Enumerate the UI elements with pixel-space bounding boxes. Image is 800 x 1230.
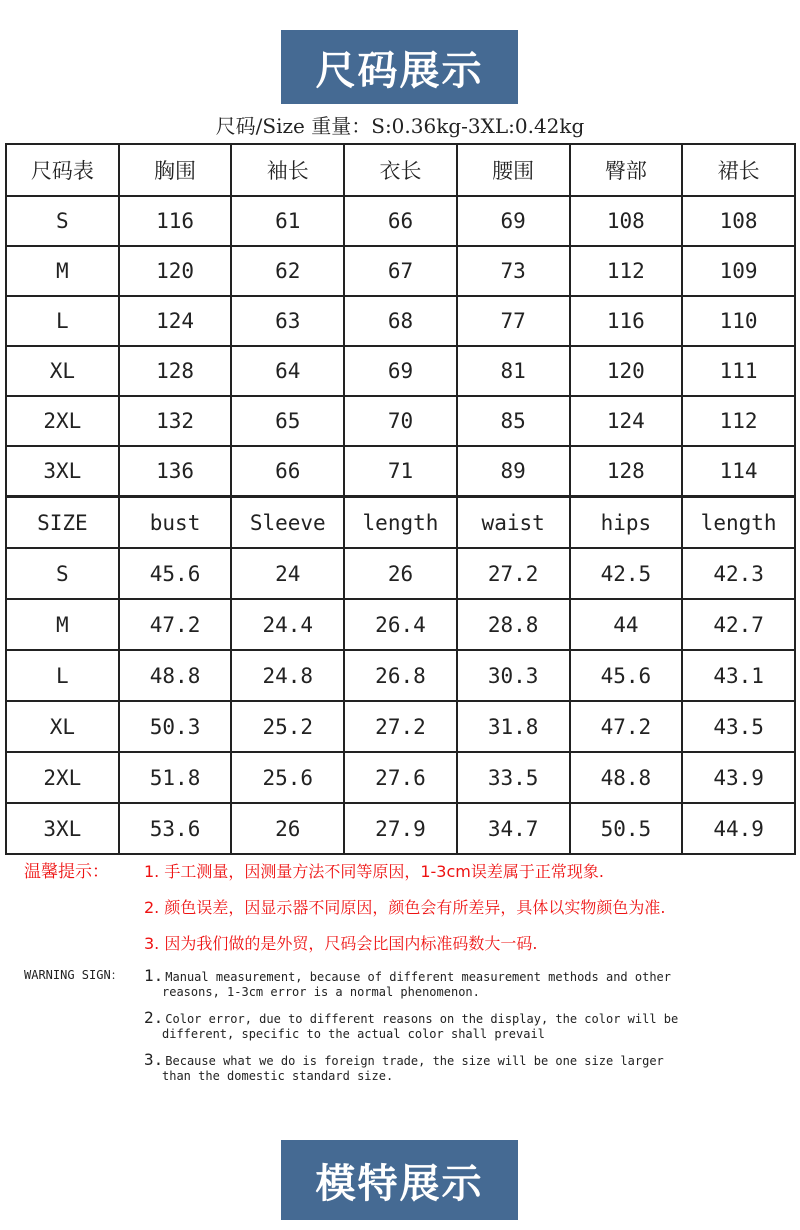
table-cell: 112 <box>682 396 795 446</box>
table-cell: 26 <box>344 548 457 599</box>
table-row <box>6 296 795 346</box>
table-cell: 34.7 <box>457 803 570 854</box>
warning-item-number: 2. <box>144 1008 164 1027</box>
table-cell: 120 <box>119 246 232 296</box>
table-cell: 47.2 <box>570 701 683 752</box>
table-row <box>6 446 795 496</box>
warning-item <box>144 1008 704 1041</box>
header-cell: 裙长 <box>682 144 795 196</box>
header-cell: length <box>682 497 795 548</box>
table-row <box>6 246 795 296</box>
model-display-title: 模特展示 <box>315 1160 484 1207</box>
table-cell: 43.5 <box>682 701 795 752</box>
table-row <box>6 701 795 752</box>
table-cell: 50.3 <box>119 701 232 752</box>
table-cell: 44.9 <box>682 803 795 854</box>
header-cell: Sleeve <box>231 497 344 548</box>
table-row <box>6 346 795 396</box>
table-cell: 28.8 <box>457 599 570 650</box>
tip-item: 1. 手工测量，因测量方法不同等原因，1-3cm误差属于正常现象. <box>144 862 604 881</box>
table-cell: 27.6 <box>344 752 457 803</box>
table-cell: 116 <box>570 296 683 346</box>
table-cell: 62 <box>231 246 344 296</box>
table-cell: 27.2 <box>344 701 457 752</box>
table-cell: 42.5 <box>570 548 683 599</box>
table-cell: 26.4 <box>344 599 457 650</box>
model-display-banner <box>281 1140 518 1220</box>
table-row <box>6 752 795 803</box>
table-cell: 68 <box>344 296 457 346</box>
table-cell: M <box>6 599 119 650</box>
table-row <box>6 196 795 246</box>
warning-item-line: reasons, 1-3cm error is a normal phenomenon. <box>162 985 480 999</box>
table-cell: 47.2 <box>119 599 232 650</box>
table-cell: 71 <box>344 446 457 496</box>
table-cell: 42.7 <box>682 599 795 650</box>
table-cell: 42.3 <box>682 548 795 599</box>
table-cell: 128 <box>570 446 683 496</box>
table-cell: 128 <box>119 346 232 396</box>
table-cell: 114 <box>682 446 795 496</box>
table-cell: 45.6 <box>119 548 232 599</box>
table-cell: 3XL <box>6 446 119 496</box>
table-cell: 69 <box>344 346 457 396</box>
header-cell: length <box>344 497 457 548</box>
table-cell: XL <box>6 701 119 752</box>
warning-item-number: 1. <box>144 966 164 985</box>
tip-item: 3. 因为我们做的是外贸，尺码会比国内标准码数大一码. <box>144 934 538 953</box>
table-cell: 81 <box>457 346 570 396</box>
warning-label: WARNING SIGN： <box>24 968 123 982</box>
table-cell: 31.8 <box>457 701 570 752</box>
header-cell: waist <box>457 497 570 548</box>
header-cell: hips <box>570 497 683 548</box>
table-cell: 89 <box>457 446 570 496</box>
table-cell: 48.8 <box>570 752 683 803</box>
table-cell: S <box>6 196 119 246</box>
table-cell: 70 <box>344 396 457 446</box>
table-cell: 109 <box>682 246 795 296</box>
table-cell: 63 <box>231 296 344 346</box>
table-cell: 111 <box>682 346 795 396</box>
table-header-row <box>6 144 795 196</box>
table-cell: 51.8 <box>119 752 232 803</box>
table-cell: 124 <box>119 296 232 346</box>
table-header-row <box>6 497 795 548</box>
table-row <box>6 396 795 446</box>
table-cell: S <box>6 548 119 599</box>
tips-label: 温馨提示： <box>24 862 109 882</box>
warning-item-line: different, specific to the actual color shall prevail <box>162 1027 545 1041</box>
table-cell: 110 <box>682 296 795 346</box>
table-cell: 2XL <box>6 396 119 446</box>
table-cell: 66 <box>344 196 457 246</box>
header-cell: 臀部 <box>570 144 683 196</box>
table-cell: 45.6 <box>570 650 683 701</box>
table-cell: 24 <box>231 548 344 599</box>
table-cell: 108 <box>570 196 683 246</box>
table-cell: M <box>6 246 119 296</box>
header-cell: bust <box>119 497 232 548</box>
table-cell: 112 <box>570 246 683 296</box>
size-table-cm <box>5 143 796 497</box>
warning-item <box>144 1050 704 1083</box>
header-cell: 衣长 <box>344 144 457 196</box>
table-cell: L <box>6 296 119 346</box>
table-cell: 66 <box>231 446 344 496</box>
table-cell: 61 <box>231 196 344 246</box>
table-cell: 26 <box>231 803 344 854</box>
table-cell: L <box>6 650 119 701</box>
warning-item-line: Because what we do is foreign trade, the size will be one size larger <box>165 1054 664 1068</box>
table-cell: 116 <box>119 196 232 246</box>
header-cell: 尺码表 <box>6 144 119 196</box>
table-cell: 67 <box>344 246 457 296</box>
table-cell: 120 <box>570 346 683 396</box>
table-row <box>6 650 795 701</box>
table-cell: 108 <box>682 196 795 246</box>
table-cell: 26.8 <box>344 650 457 701</box>
table-cell: 24.8 <box>231 650 344 701</box>
table-cell: 69 <box>457 196 570 246</box>
table-cell: 2XL <box>6 752 119 803</box>
table-cell: 132 <box>119 396 232 446</box>
warning-item <box>144 966 704 999</box>
size-table-inch <box>5 496 796 855</box>
size-display-title: 尺码展示 <box>315 47 484 94</box>
header-cell: 腰围 <box>457 144 570 196</box>
table-cell: 25.6 <box>231 752 344 803</box>
table-cell: 48.8 <box>119 650 232 701</box>
table-row <box>6 803 795 854</box>
size-weight-subtitle: 尺码/Size 重量：S:0.36kg-3XL:0.42kg <box>215 114 585 138</box>
table-row <box>6 599 795 650</box>
table-cell: 43.9 <box>682 752 795 803</box>
header-cell: 袖长 <box>231 144 344 196</box>
table-cell: XL <box>6 346 119 396</box>
table-cell: 73 <box>457 246 570 296</box>
table-row <box>6 548 795 599</box>
header-cell: SIZE <box>6 497 119 548</box>
header-cell: 胸围 <box>119 144 232 196</box>
tip-item: 2. 颜色误差，因显示器不同原因，颜色会有所差异，具体以实物颜色为准. <box>144 898 666 917</box>
table-cell: 27.9 <box>344 803 457 854</box>
table-cell: 85 <box>457 396 570 446</box>
warning-item-number: 3. <box>144 1050 164 1069</box>
table-cell: 136 <box>119 446 232 496</box>
table-cell: 44 <box>570 599 683 650</box>
table-cell: 33.5 <box>457 752 570 803</box>
table-cell: 124 <box>570 396 683 446</box>
table-cell: 30.3 <box>457 650 570 701</box>
table-cell: 50.5 <box>570 803 683 854</box>
table-cell: 77 <box>457 296 570 346</box>
table-cell: 53.6 <box>119 803 232 854</box>
warning-item-line: Color error, due to different reasons on the display, the color will be <box>165 1012 679 1026</box>
table-cell: 64 <box>231 346 344 396</box>
table-cell: 25.2 <box>231 701 344 752</box>
table-cell: 27.2 <box>457 548 570 599</box>
size-display-banner <box>281 30 518 104</box>
warning-item-line: than the domestic standard size. <box>162 1069 394 1083</box>
table-cell: 65 <box>231 396 344 446</box>
table-cell: 43.1 <box>682 650 795 701</box>
table-cell: 3XL <box>6 803 119 854</box>
warning-item-line: Manual measurement, because of different measurement methods and other <box>165 970 671 984</box>
table-cell: 24.4 <box>231 599 344 650</box>
